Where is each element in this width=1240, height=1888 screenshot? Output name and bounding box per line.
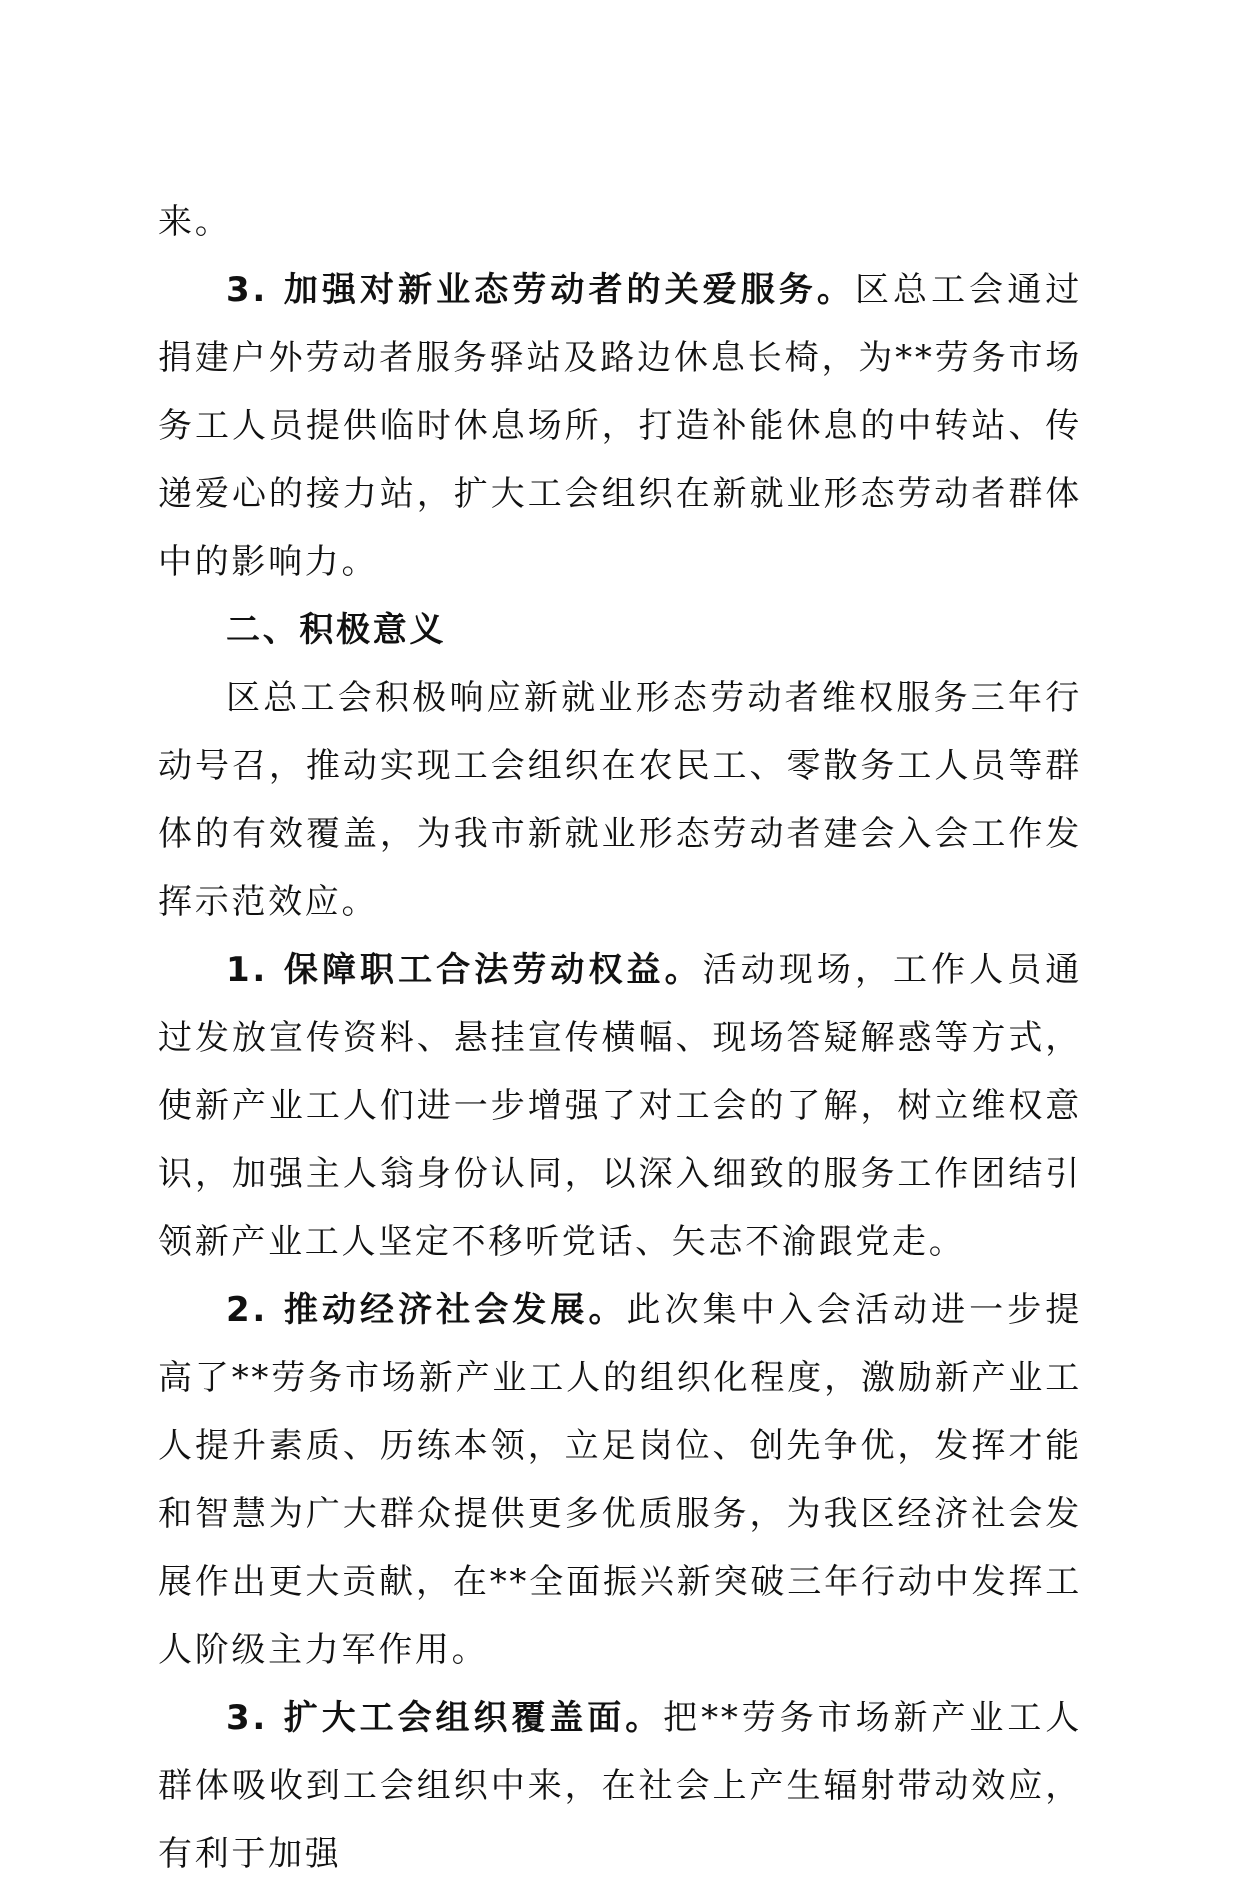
- paragraph-intro: [158, 664, 1082, 936]
- paragraph-text: 把**劳务市场新产业工人群体吸收到工会组织中来，在社会上产生辐射带动效应，有利于加强: [158, 1698, 1082, 1874]
- paragraph-coverage: [158, 1684, 1082, 1888]
- paragraph-lead: 2. 推动经济社会发展。: [226, 1290, 627, 1330]
- document-page: [158, 188, 1082, 1888]
- paragraph-rights: [158, 936, 1082, 1276]
- paragraph-continuation: [158, 188, 1082, 256]
- paragraph-economy: [158, 1276, 1082, 1684]
- paragraph-lead: 3. 扩大工会组织覆盖面。: [226, 1698, 664, 1738]
- paragraph-lead: 3. 加强对新业态劳动者的关爱服务。: [226, 270, 855, 310]
- paragraph-text: 区总工会积极响应新就业形态劳动者维权服务三年行动号召，推动实现工会组织在农民工、零散务工人员等群体的有效覆盖，为我市新就业形态劳动者建会入会工作发挥示范效应。: [158, 678, 1082, 922]
- paragraph-care-services: [158, 256, 1082, 596]
- paragraph-text: 来。: [158, 202, 232, 242]
- paragraph-text: 此次集中入会活动进一步提高了**劳务市场新产业工人的组织化程度，激励新产业工人提升素质、历练本领，立足岗位、创先争优，发挥才能和智慧为广大群众提供更多优质服务，为我区经济社会发展作出更大贡献，在**全面振兴新突破三年行动中发挥工人阶级主力军作用。: [158, 1290, 1082, 1670]
- paragraph-text: 区总工会通过捐建户外劳动者服务驿站及路边休息长椅，为**劳务市场务工人员提供临时休息场所，打造补能休息的中转站、传递爱心的接力站，扩大工会组织在新就业形态劳动者群体中的影响力。: [158, 270, 1082, 582]
- paragraph-lead: 1. 保障职工合法劳动权益。: [226, 950, 703, 990]
- section-heading: 二、积极意义: [226, 610, 447, 650]
- paragraph-text: 活动现场，工作人员通过发放宣传资料、悬挂宣传横幅、现场答疑解惑等方式，使新产业工人们进一步增强了对工会的了解，树立维权意识，加强主人翁身份认同，以深入细致的服务工作团结引领新产业工人坚定不移听党话、矢志不渝跟党走。: [158, 950, 1082, 1262]
